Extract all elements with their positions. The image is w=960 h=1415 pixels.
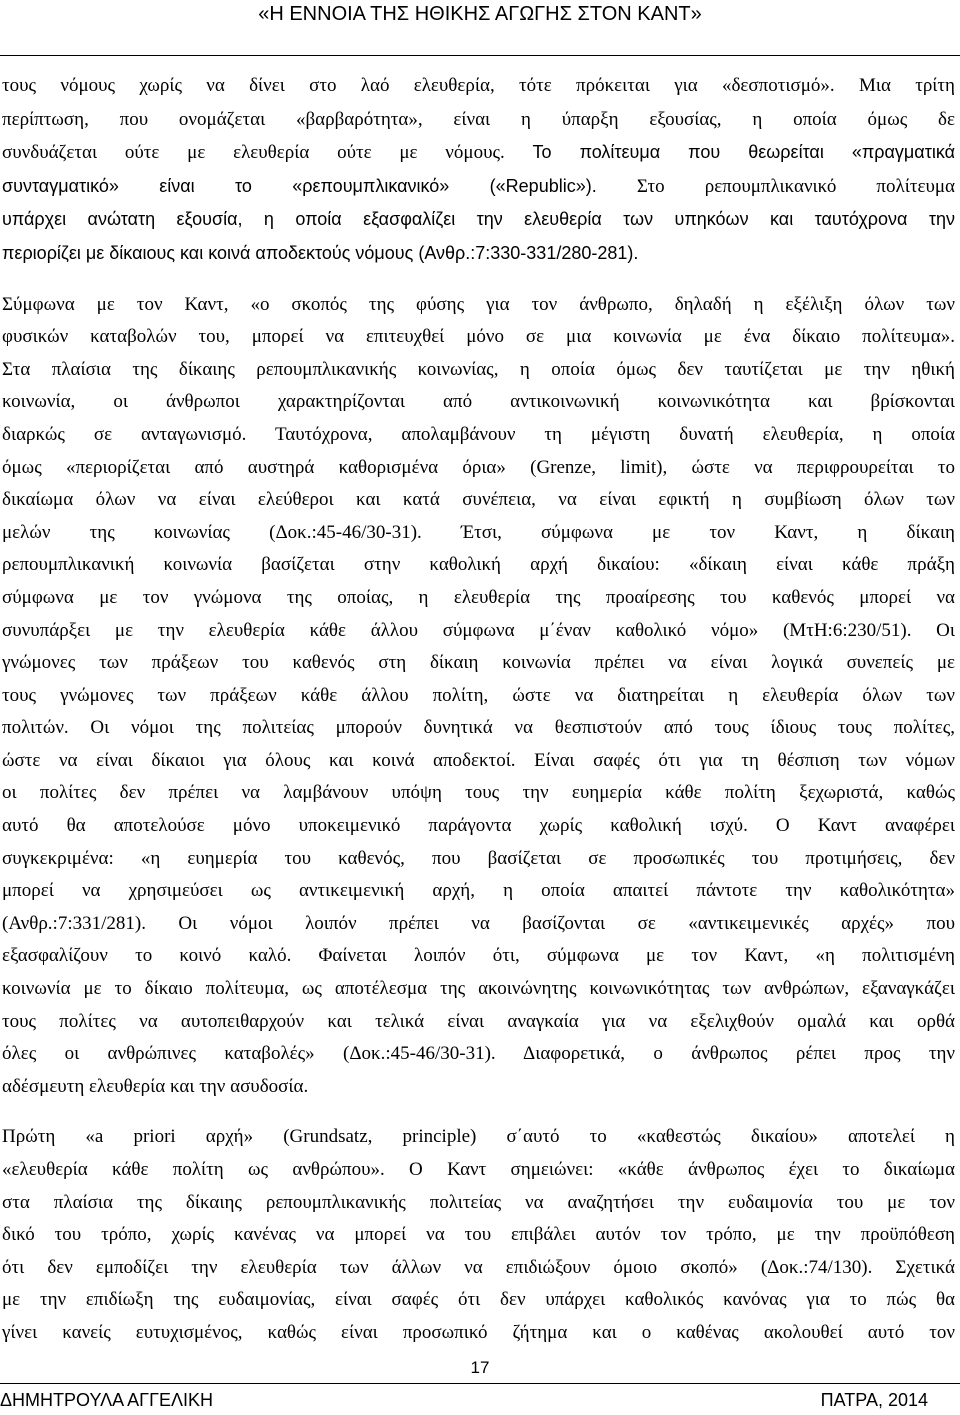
text-line: κοινωνία με το δίκαιο πολίτευμα, ως αποτέλεσμα της ακοινώνητης κοινωνικότητας των ανθρώπων, εξαναγκάζει <box>2 978 955 1000</box>
text-line: μπορεί να χρησιμεύσει ως αντικειμενική αρχή, η οποία απαιτεί πάντοτε την καθολικότητα» <box>2 880 955 902</box>
text-line <box>2 237 955 271</box>
text-line: αυτό θα αποτελούσε μόνο υποκειμενικό παράγοντα χωρίς καθολική ισχύ. Ο Καντ αναφέρει <box>2 815 955 837</box>
text-line: γνώμονες των πράξεων του καθενός στη δίκαιη κοινωνία πρέπει να είναι λογικά συνεπείς με <box>2 652 955 674</box>
text-line: γίνει κανείς ευτυχισμένος, καθώς είναι προσωπικό ζήτημα και ο καθένας ακολουθεί αυτό τον <box>2 1321 955 1343</box>
footer-author: ΔΗΜΗΤΡΟΥΛΑ ΑΓΓΕΛΙΚΗ <box>0 1390 214 1410</box>
text-line: αδέσμευτη ελευθερία και την ασυδοσία. <box>2 1075 309 1097</box>
footer-place-year: ΠΑΤΡΑ, 2014 <box>820 1390 928 1410</box>
text-line: δικαίωμα όλων να είναι ελεύθεροι και κατά συνέπεια, να είναι εφικτή η συμβίωση όλων των <box>2 489 955 511</box>
text-line <box>2 103 955 137</box>
running-header: «Η ΕΝΝΟΙΑ ΤΗΣ ΗΘΙΚΗΣ ΑΓΩΓΗΣ ΣΤΟΝ ΚΑΝΤ» <box>258 3 702 25</box>
text-line: ώστε να είναι δίκαιοι για όλους και κοινά αποδεκτοί. Είναι σαφές ότι για τη θέσπιση των νόμων <box>2 749 955 771</box>
text-line <box>2 203 955 237</box>
paragraph-2 <box>2 289 955 1104</box>
text-line: διαρκώς σε ανταγωνισμό. Ταυτόχρονα, απολαμβάνουν τη μέγιστη δυνατή ελευθερία, η οποία <box>2 423 955 445</box>
text-line: όμως «περιορίζεται από αυστηρά καθορισμένα όρια» (Grenze, limit), ώστε να περιφρουρείται το <box>2 456 955 478</box>
header-rule <box>0 55 960 56</box>
text-segment: τους νόμους χωρίς να δίνει στο λαό ελευθερία, τότε πρόκειται για «δεσποτισμό». Μια τρίτη <box>2 75 955 96</box>
text-line <box>2 136 955 170</box>
text-line: όλες οι ανθρώπινες καταβολές» (Δοκ.:45-46/30-31). Διαφορετικά, ο άνθρωπος ρέπει προς την <box>2 1043 955 1065</box>
text-line: πολιτών. Οι νόμοι της πολιτείας μπορούν δυνητικά να θεσπιστούν από τους ίδιους τους πολίτες, <box>2 717 955 739</box>
text-line: μελών της κοινωνίας (Δοκ.:45-46/30-31). Έτσι, σύμφωνα με τον Καντ, η δίκαιη <box>2 521 955 543</box>
text-line: φυσικών καταβολών του, μπορεί να επιτευχθεί μόνο σε μια κοινωνία με ένα δίκαιο πολίτευμα». <box>2 326 955 348</box>
text-line <box>2 69 955 103</box>
text-line: ρεπουμπλικανική κοινωνία βασίζεται στην καθολική αρχή δικαίου: «δίκαιη είναι κάθε πράξη <box>2 554 955 576</box>
text-line: με την επιδίωξη της ευδαιμονίας, είναι σαφές ότι δεν υπάρχει καθολικός κανόνας για το πώς θα <box>2 1289 955 1311</box>
text-segment: περιορίζει με δίκαιους και κοινά αποδεκτούς νόμους (Ανθρ.:7:330-331/280-281). <box>2 242 639 263</box>
text-segment: υπάρχει ανώτατη εξουσία, η οποία εξασφαλίζει την ελευθερία των υπηκόων και ταυτόχρονα την <box>2 209 955 230</box>
text-line: στα πλαίσια της δίκαιης ρεπουμπλικανικής πολιτείας να αναζητήσει την ευδαιμονία του με τον <box>2 1191 955 1213</box>
page-number: 17 <box>470 1358 490 1377</box>
text-segment: περίπτωση, που ονομάζεται «βαρβαρότητα», είναι η ύπαρξη εξουσίας, η οποία όμως δε <box>2 108 955 130</box>
paragraph-3 <box>2 1121 955 1349</box>
text-line: «ελευθερία κάθε πολίτη ως ανθρώπου». Ο Καντ σημειώνει: «κάθε άνθρωπος έχει το δικαίωμα <box>2 1159 955 1180</box>
text-line: τους πολίτες να αυτοπειθαρχούν και τελικά είναι αναγκαία για να εξελιχθούν ομαλά και ορθά <box>2 1010 955 1032</box>
text-line: συγκεκριμένα: «η ευημερία του καθενός, που βασίζεται σε προσωπικές του προτιμήσεις, δεν <box>2 847 955 869</box>
text-line: Σύμφωνα με τον Καντ, «ο σκοπός της φύσης για τον άνθρωπο, δηλαδή η εξέλιξη όλων των <box>2 293 955 315</box>
text-segment: Στο ρεπουμπλικανικό πολίτευμα <box>636 175 956 197</box>
text-line: ότι δεν εμποδίζει την ελευθερία των άλλων να επιδιώξουν όμοιο σκοπό» (Δοκ.:74/130). Σχετικά <box>2 1256 955 1278</box>
paragraph-1 <box>2 69 955 271</box>
text-line <box>2 170 955 204</box>
text-line: συνυπάρξει με την ελευθερία κάθε άλλου σύμφωνα μ΄έναν καθολικό νόμο» (ΜτΗ:6:230/51). Οι <box>2 619 955 641</box>
text-line: σύμφωνα με τον γνώμονα της οποίας, η ελευθερία της προαίρεσης του καθενός μπορεί να <box>2 586 955 608</box>
text-line: (Ανθρ.:7:331/281). Οι νόμοι λοιπόν πρέπει να βασίζονται σε «αντικειμενικές αρχές» που <box>2 912 955 934</box>
text-segment: συνταγματικό» είναι το «ρεπουμπλικανικό» («Republic»). <box>2 175 597 196</box>
text-line: Πρώτη «a priori αρχή» (Grundsatz, principle) σ΄αυτό το «καθεστώς δικαίου» αποτελεί η <box>2 1126 955 1148</box>
text-line: Στα πλαίσια της δίκαιης ρεπουμπλικανικής κοινωνίας, η οποία όμως δεν ταυτίζεται με την ηθική <box>2 358 955 380</box>
footer-rule <box>0 1383 960 1384</box>
text-segment: Το πολίτευμα που θεωρείται «πραγματικά <box>532 142 956 163</box>
document-body <box>2 69 955 1350</box>
text-line: τους γνώμονες των πράξεων κάθε άλλου πολίτη, ώστε να διατηρείται η ελευθερία όλων των <box>2 684 955 706</box>
page-footer <box>0 1387 928 1413</box>
text-segment: συνδυάζεται ούτε με ελευθερία ούτε με νόμους. <box>2 142 505 164</box>
text-line: δικό του τρόπο, χωρίς κανένας να μπορεί να του επιβάλει αυτόν τον τρόπο, με την προϋπόθεση <box>2 1224 955 1246</box>
text-line: κοινωνία, οι άνθρωποι χαρακτηρίζονται από αντικοινωνική κοινωνικότητα και βρίσκονται <box>2 391 955 413</box>
text-line: εξασφαλίζουν το κοινό καλό. Φαίνεται λοιπόν ότι, σύμφωνα με τον Καντ, «η πολιτισμένη <box>2 945 955 967</box>
text-line: οι πολίτες δεν πρέπει να λαμβάνουν υπόψη τους την ευημερία κάθε πολίτη ξεχωριστά, καθώς <box>2 782 955 804</box>
